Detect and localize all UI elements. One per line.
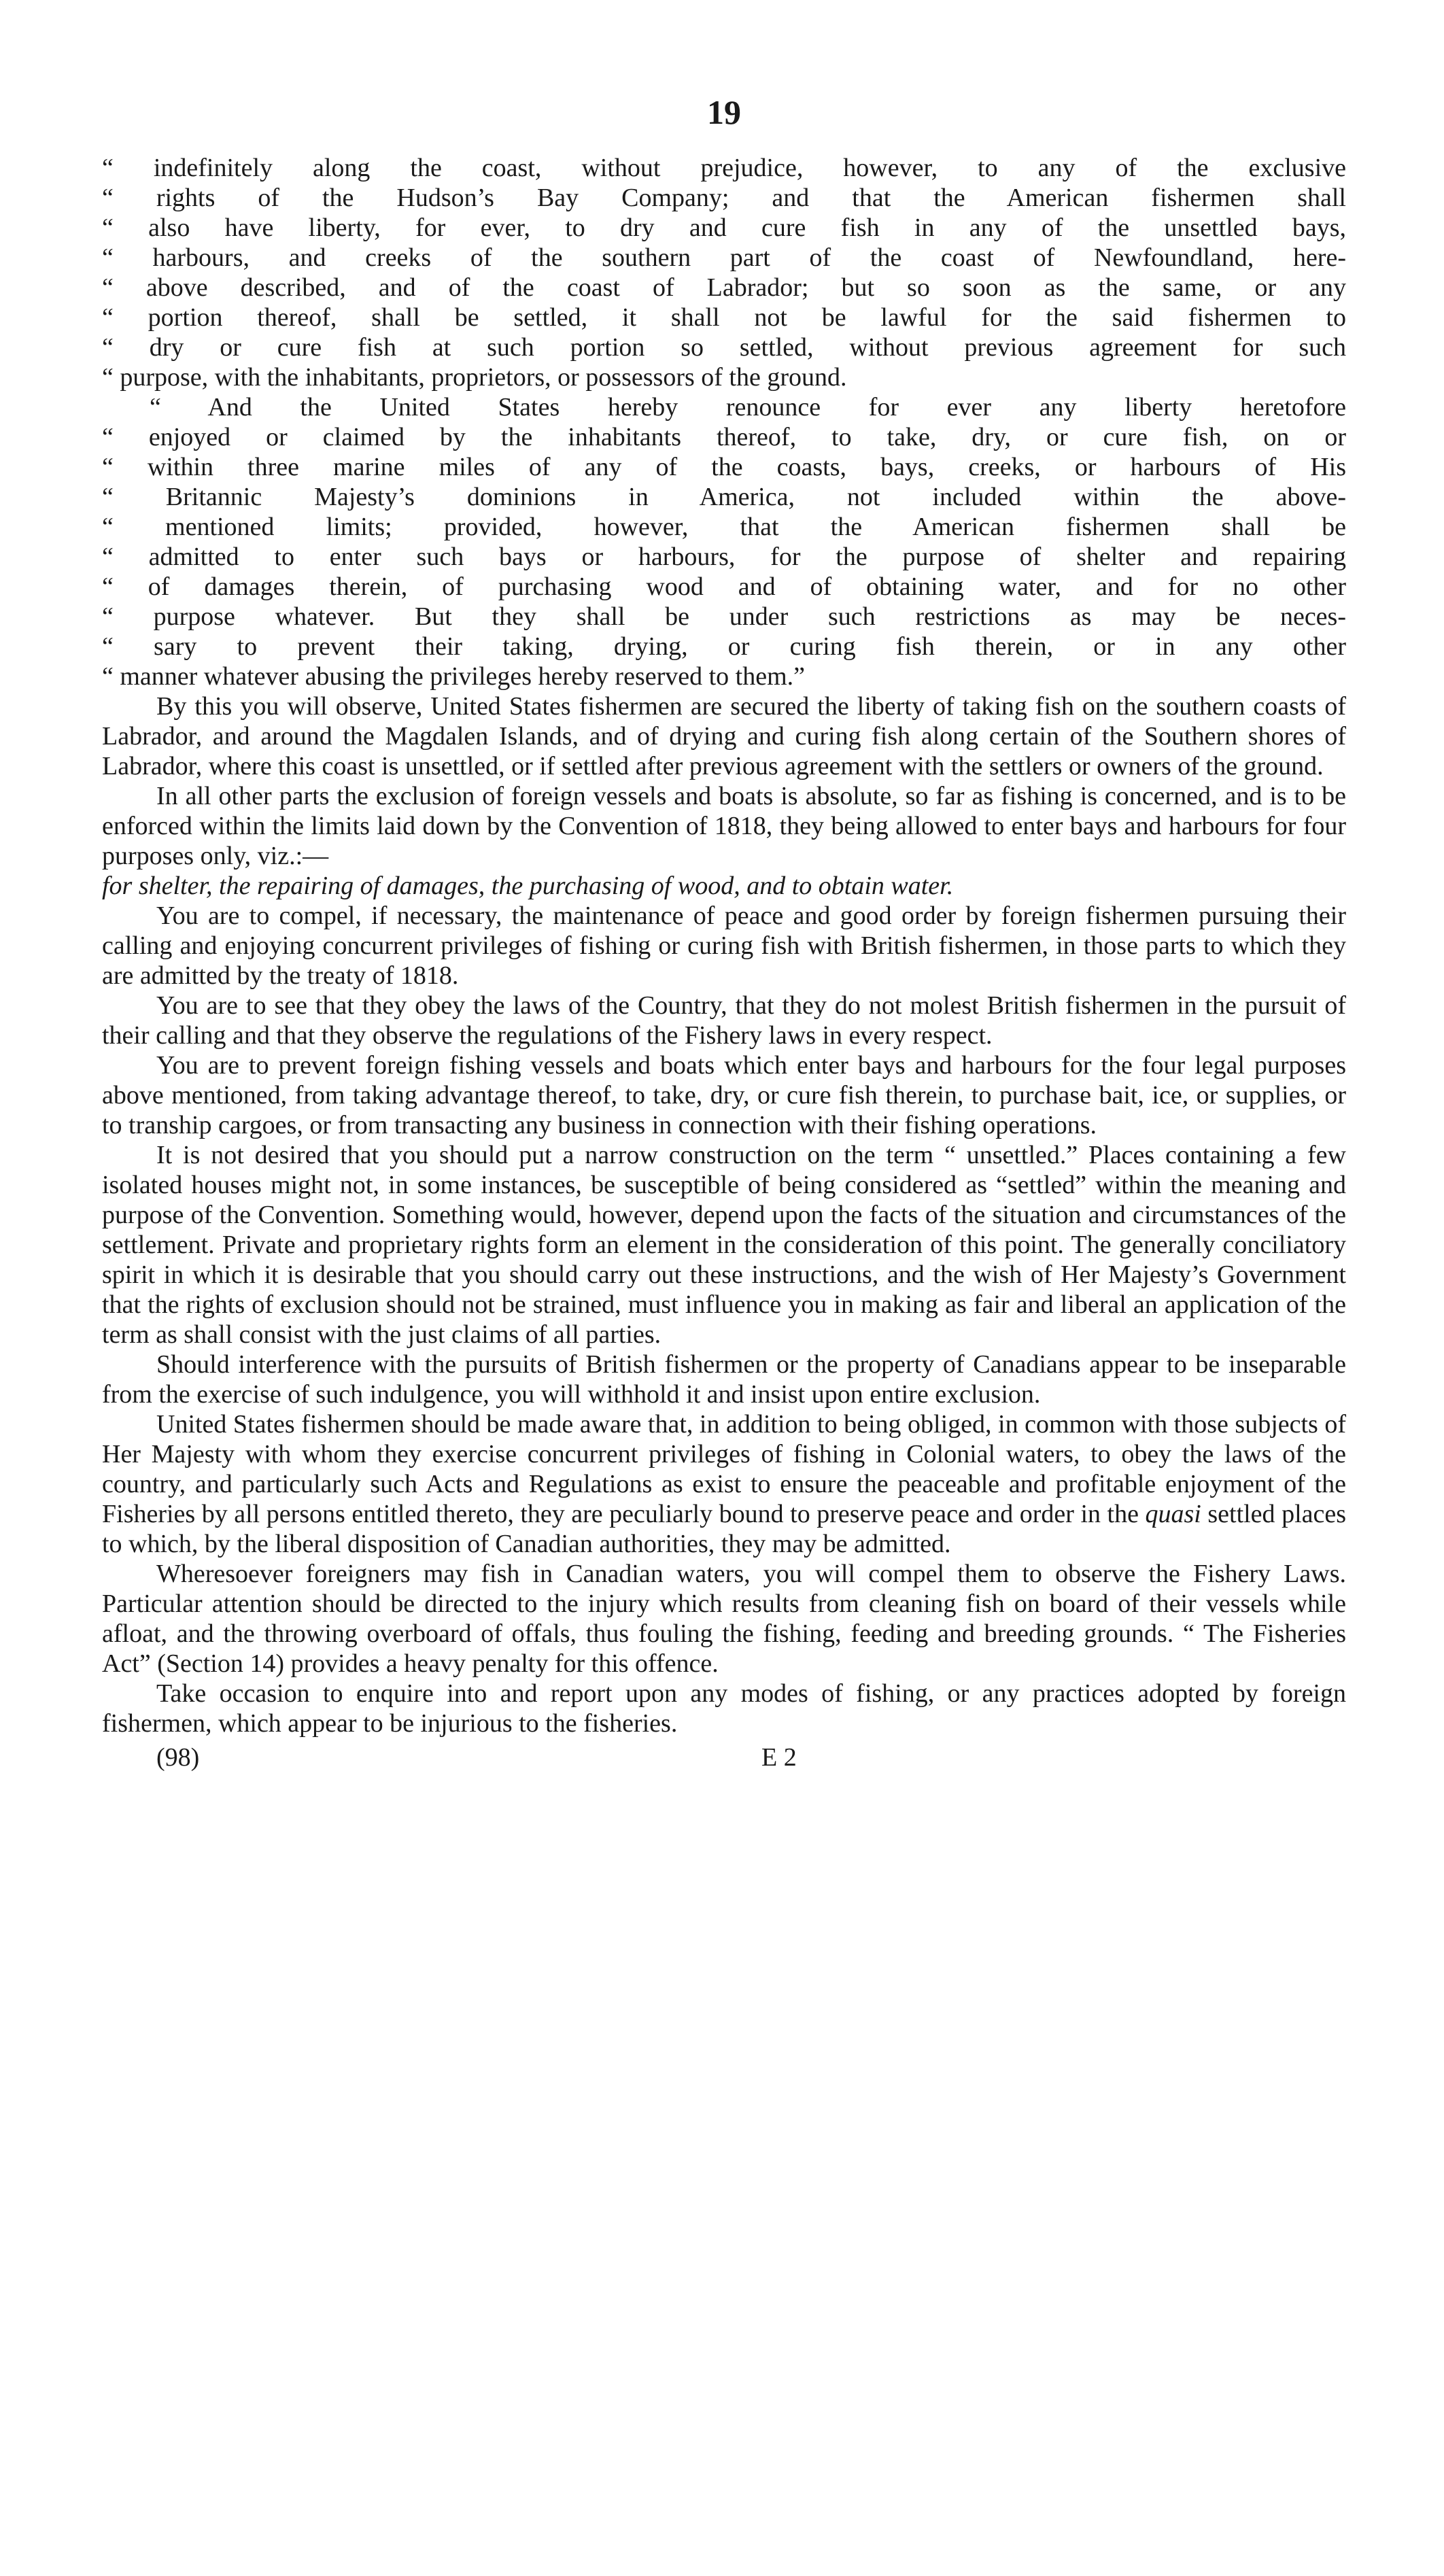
quote-line: “ also have liberty, for ever, to dry and cure fish in any of the unsettled bays, [102, 213, 1346, 242]
paragraph-text: In all other parts the exclusion of foreign vessels and boats is absolute, so far as fishing is concerned, and is to be enforced within the limits laid down by the Convention of 1818, they being allowed to enter bays and harbours for four purposes only, viz.:— [102, 782, 1346, 870]
quote-line: “ purpose, with the inhabitants, proprietors, or possessors of the ground. [102, 363, 847, 392]
paragraph: Wheresoever foreigners may fish in Canadian waters, you will compel them to observe the Fishery Laws. Particular attention should be directed to the injury which results from cleaning fish on board of their vessels while afloat, and the throwing overboard of offals, thus fouling the fishing, feeding and breeding grounds. “ The Fisheries Act” (Section 14) provides a heavy penalty for this offence. [102, 1560, 1346, 1678]
paragraph [102, 1409, 1346, 1559]
quote-line: “ indefinitely along the coast, without prejudice, however, to any of the exclusive [102, 154, 1346, 182]
paragraph-text: United States fishermen should be made aware that, in addition to being obliged, in common with those subjects of Her Majesty with whom they exercise concurrent privileges of fishing in Colonial waters, to obey the laws of the country, and particularly such Acts and Regulations as exist to ensure the peaceable and profitable enjoyment of the Fisheries by all persons entitled thereto, they are peculiarly bound to preserve peace and order in the [102, 1410, 1346, 1528]
body-text [102, 153, 1346, 1738]
quote-line: “ rights of the Hudson’s Bay Company; and that the American fishermen shall [102, 184, 1346, 212]
quote-line: “ harbours, and creeks of the southern part of the coast of Newfoundland, here- [102, 243, 1346, 272]
italic-phrase: for shelter, the repairing of damages, the purchasing of wood, and to obtain water. [102, 872, 954, 900]
paragraph: You are to prevent foreign fishing vessels and boats which enter bays and harbours for the four legal purposes above mentioned, from taking advantage thereof, to take, dry, or cure fish therein, to purchase bait, ice, or supplies, or to tranship cargoes, or from transacting any business in connection with their fishing operations. [102, 1051, 1346, 1139]
paragraph [102, 781, 1346, 901]
quote-line: “ portion thereof, shall be settled, it shall not be lawful for the said fishermen to [102, 303, 1346, 332]
paragraph: You are to see that they obey the laws of the Country, that they do not molest British fishermen in the pursuit of their calling and that they observe the regulations of the Fishery laws in every respect. [102, 991, 1346, 1050]
quote-line: “ above described, and of the coast of Labrador; but so soon as the same, or any [102, 273, 1346, 302]
paragraph: By this you will observe, United States fishermen are secured the liberty of taking fish on the southern coasts of Labrador, and around the Magdalen Islands, and of drying and curing fish along certain of the Southern shores of Labrador, where this coast is unsettled, or if settled after previous agreement with the settlers or owners of the ground. [102, 692, 1346, 780]
quote-line: “ manner whatever abusing the privileges hereby reserved to them.” [102, 662, 806, 691]
quote-line: “ Britannic Majesty’s dominions in America, not included within the above- [102, 483, 1346, 511]
quote-line: “ And the United States hereby renounce for ever any liberty heretofore [150, 393, 1346, 422]
page-number: 19 [707, 93, 741, 131]
paragraph: You are to compel, if necessary, the maintenance of peace and good order by foreign fishermen pursuing their calling and enjoying concurrent privileges of fishing or curing fish with British fishermen, in those parts to which they are admitted by the treaty of 1818. [102, 901, 1346, 990]
quote-line: “ mentioned limits; provided, however, that the American fishermen shall be [102, 513, 1346, 541]
paragraph: Should interference with the pursuits of British fishermen or the property of Canadians appear to be inseparable from the exercise of such indulgence, you will withhold it and insist upon entire exclusion. [102, 1350, 1346, 1409]
quote-line: “ within three marine miles of any of the coasts, bays, creeks, or harbours of His [102, 453, 1346, 481]
document-page [102, 92, 1346, 1772]
quote-line: “ dry or cure fish at such portion so settled, without previous agreement for such [102, 333, 1346, 362]
italic-phrase: quasi [1145, 1500, 1201, 1528]
page-footer [102, 1742, 1346, 1772]
signature-mark: E 2 [761, 1743, 797, 1772]
quote-line: “ enjoyed or claimed by the inhabitants thereof, to take, dry, or cure fish, on or [102, 423, 1346, 451]
quote-line: “ purpose whatever. But they shall be under such restrictions as may be neces- [102, 602, 1346, 631]
paragraph: It is not desired that you should put a narrow construction on the term “ unsettled.” Places containing a few isolated houses might not, in some instances, be susceptible of being considered as “settled” within the meaning and purpose of the Convention. Something would, however, depend upon the facts of the situation and circumstances of the settlement. Private and proprietary rights form an element in the consideration of this point. The generally conciliatory spirit in which it is desirable that you should carry out these instructions, and the wish of Her Majesty’s Government that the rights of exclusion should not be strained, must influence you in making as fair and liberal an application of the term as shall consist with the just claims of all parties. [102, 1141, 1346, 1349]
quote-line: “ of damages therein, of purchasing wood and of obtaining water, and for no other [102, 572, 1346, 601]
quote-line: “ admitted to enter such bays or harbours, for the purpose of shelter and repairing [102, 543, 1346, 571]
treaty-quotation [102, 153, 1346, 691]
paragraph-text: settled places to which, by the liberal disposition of Canadian authorities, they may be admitted. [102, 1500, 1347, 1558]
quote-line: “ sary to prevent their taking, drying, or curing fish therein, or in any other [102, 632, 1346, 661]
footer-reference: (98) [156, 1743, 200, 1772]
paragraph: Take occasion to enquire into and report upon any modes of fishing, or any practices adopted by foreign fishermen, which appear to be injurious to the fisheries. [102, 1679, 1346, 1738]
